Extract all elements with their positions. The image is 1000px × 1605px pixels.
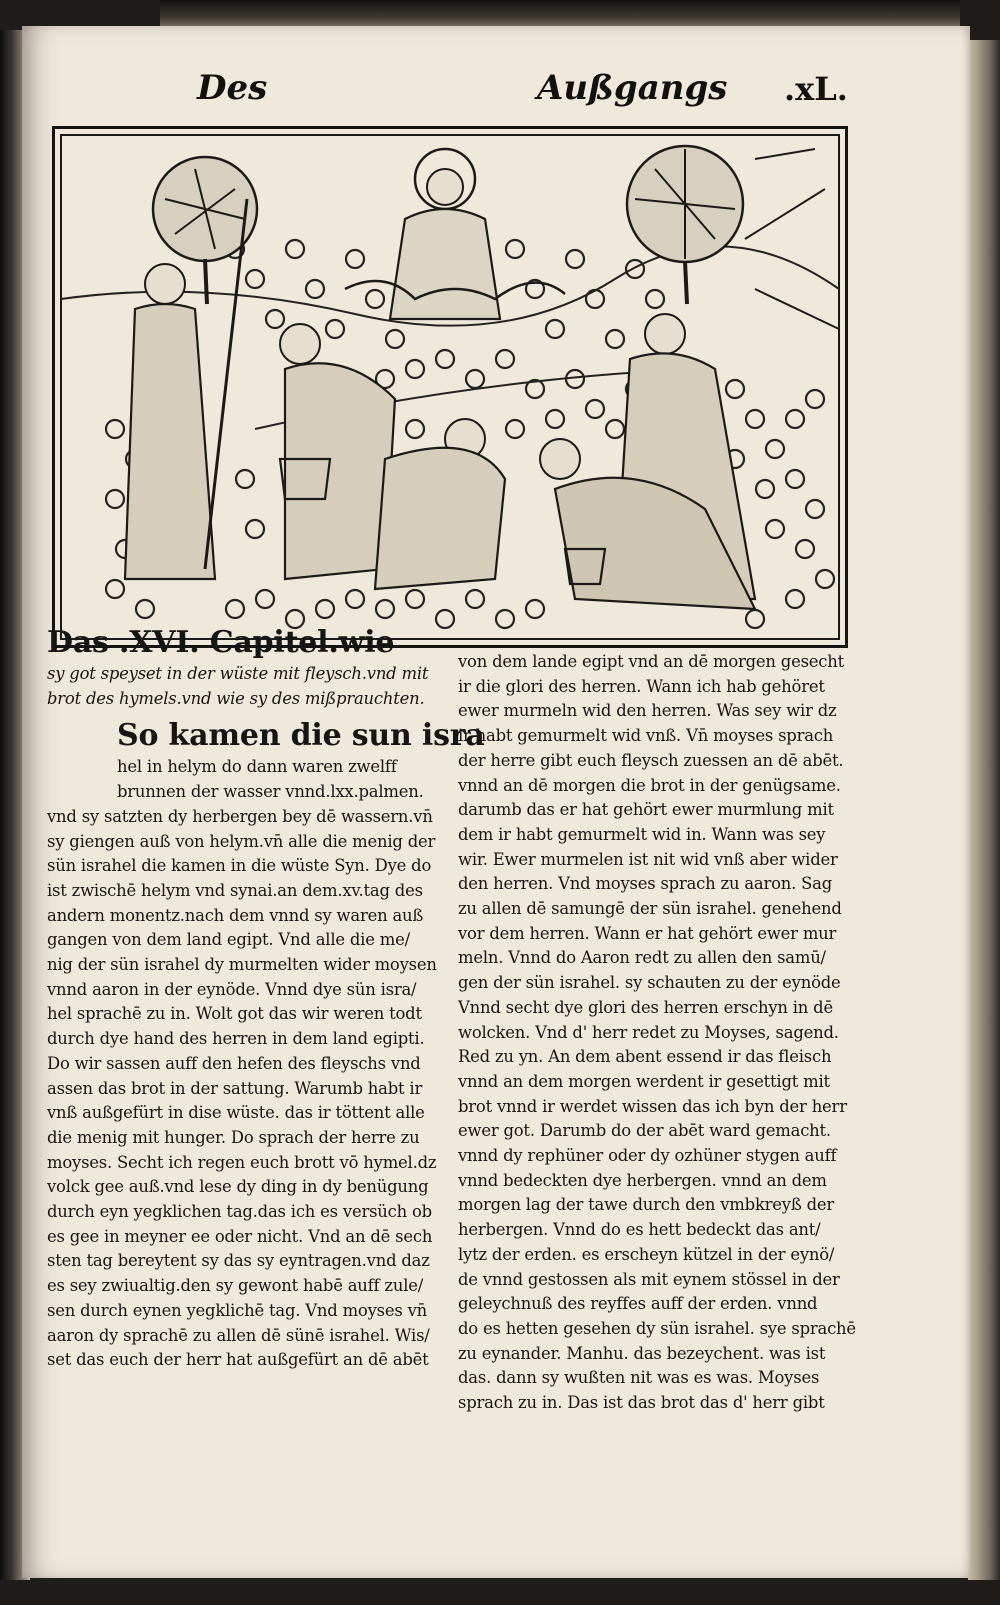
text-line: vnd sy satzten dy herbergen bey dē wassern.vn̄ <box>47 806 433 826</box>
chapter-summary-line: brot des hymels.vnd wie sy des mißprauchten. <box>47 688 425 708</box>
text-column-right <box>458 650 856 1416</box>
book-page <box>22 26 970 1578</box>
text-line: darumb das er hat gehört ewer murmlung mit <box>458 800 834 820</box>
text-line: ist zwischē helym vnd synai.an dem.xv.tag des <box>47 880 423 900</box>
text-line: vnß außgefürt in dise wüste. das ir töttent alle <box>47 1103 425 1123</box>
text-line: vnnd an dē morgen die brot in der genügsame. <box>458 775 841 795</box>
text-line: sprach zu in. Das ist das brot das d' herr gibt <box>458 1393 825 1413</box>
text-line: vnnd an dem morgen werdent ir gesettigt mit <box>458 1071 830 1091</box>
turbaned-gatherer-figure <box>540 314 755 609</box>
text-line: nig der sün israhel dy murmelten wider moysen <box>47 955 437 975</box>
chapter-heading: Das .XVI. Capitel.wie <box>47 625 395 660</box>
text-line: brot vnnd ir werdet wissen das ich byn der herr <box>458 1096 847 1116</box>
text-line: moyses. Secht ich regen euch brott vō hymel.dz <box>47 1152 437 1172</box>
text-line: Do wir sassen auff den hefen des fleyschs vnd <box>47 1053 421 1073</box>
text-line: sten tag bereytent sy das sy eyntragen.vnd daz <box>47 1251 430 1271</box>
text-line: es sey zwiualtig.den sy gewont habē auff zule/ <box>47 1276 424 1296</box>
text-line: vor dem herren. Wann er hat gehört ewer mur <box>458 923 837 943</box>
text-line: ewer murmeln wid den herren. Was sey wir dz <box>458 701 837 721</box>
text-line: assen das brot in der sattung. Warumb habt ir <box>47 1078 423 1098</box>
text-line: geleychnuß des reyffes auff der erden. vnnd <box>458 1294 818 1314</box>
text-line: das. dann sy wußten nit was es was. Moyses <box>458 1368 820 1388</box>
right-body-text <box>458 650 856 1416</box>
text-line: durch eyn yegklichen tag.das ich es versüch ob <box>47 1202 432 1222</box>
text-line: ir die glori des herren. Wann ich hab gehöret <box>458 676 825 696</box>
text-column-left <box>47 625 485 1373</box>
text-line: andern monentz.nach dem vnnd sy waren auß <box>47 905 424 925</box>
text-line: den herren. Vnd moyses sprach zu aaron. Sag <box>458 874 833 894</box>
left-body-text <box>47 805 437 1373</box>
text-line: es gee in meyner ee oder nicht. Vnd an dē sech <box>47 1226 433 1246</box>
text-line: wir. Ewer murmelen ist nit wid vnß aber wider <box>458 849 838 869</box>
text-line: zu eynander. Manhu. das bezeychent. was ist <box>458 1343 826 1363</box>
manna-scene-image <box>55 129 845 645</box>
text-line: dem ir habt gemurmelt wid in. Wann was sey <box>458 824 826 844</box>
text-line: aaron dy sprachē zu allen dē sünē israhel. Wis/ <box>47 1325 430 1345</box>
text-line: wolcken. Vnd d' herr redet zu Moyses, sagend. <box>458 1022 839 1042</box>
text-line: de vnnd gestossen als mit eynem stössel in der <box>458 1269 840 1289</box>
running-head-center: Außgangs <box>537 68 728 108</box>
text-line: meln. Vnnd do Aaron redt zu allen den samū/ <box>458 948 826 968</box>
text-line: sy giengen auß von helym.vn̄ alle die menig der <box>47 831 436 851</box>
folio-number: .xL. <box>784 70 848 108</box>
text-line: ir habt gemurmelt wid vnß. Vn̄ moyses sprach <box>458 726 834 746</box>
text-line: lytz der erden. es erscheyn kützel in der eynö/ <box>458 1244 835 1264</box>
text-line: vnnd aaron in der eynöde. Vnnd dye sün isra/ <box>47 979 417 999</box>
text-line: gen der sün israhel. sy schauten zu der eynöde <box>458 973 841 993</box>
text-line: sün israhel die kamen in die wüste Syn. Dye do <box>47 856 432 876</box>
text-line: sen durch eynen yegklichē tag. Vnd moyses vn̄ <box>47 1300 427 1320</box>
text-line: set das euch der herr hat außgefürt an dē abēt <box>47 1350 429 1370</box>
text-line: morgen lag der tawe durch den vmbkreyß der <box>458 1195 835 1215</box>
text-line: durch dye hand des herren in dem land egipti. <box>47 1029 425 1049</box>
kneeling-gatherer-figure <box>375 419 505 589</box>
chapter-incipit: So kamen die sun isra <box>117 718 485 754</box>
tree-right-icon <box>627 146 743 304</box>
text-line: do es hetten gesehen dy sün israhel. sye sprachē <box>458 1318 856 1338</box>
text-line: gangen von dem land egipt. Vnd alle die me/ <box>47 930 410 950</box>
woodcut-illustration <box>52 126 848 648</box>
text-line: herbergen. Vnnd do es hett bedeckt das ant/ <box>458 1220 821 1240</box>
book-top-edge <box>160 0 960 28</box>
text-line: zu allen dē samungē der sün israhel. genehend <box>458 899 842 919</box>
text-line: ewer got. Darumb do der abēt ward gemacht. <box>458 1121 831 1141</box>
text-line: brunnen der wasser vnnd.lxx.palmen. <box>117 782 424 802</box>
text-line: vnnd dy rephüner oder dy ozhüner stygen auff <box>458 1146 837 1166</box>
text-line: volck gee auß.vnd lese dy ding in dy benügung <box>47 1177 429 1197</box>
text-line: hel sprachē zu in. Wolt got das wir weren todt <box>47 1004 422 1024</box>
running-head <box>22 68 970 118</box>
text-line: von dem lande egipt vnd an dē morgen gesecht <box>458 652 845 671</box>
text-line: die menig mit hunger. Do sprach der herre zu <box>47 1127 420 1147</box>
text-line: hel in helym do dann waren zwelff <box>117 757 397 777</box>
running-head-left: Des <box>197 68 268 108</box>
text-line: Red zu yn. An dem abent essend ir das fleisch <box>458 1047 832 1067</box>
text-line: Vnnd secht dye glori des herren erschyn in dē <box>458 997 833 1017</box>
page-stack-edge <box>968 40 1000 1580</box>
chapter-summary-line: sy got speyset in der wüste mit fleysch.vnd mit <box>47 664 429 683</box>
christ-in-clouds-figure <box>345 149 565 319</box>
text-line: der herre gibt euch fleysch zuessen an dē abēt. <box>458 750 844 770</box>
text-line: vnnd bedeckten dye herbergen. vnnd an dem <box>458 1170 827 1190</box>
